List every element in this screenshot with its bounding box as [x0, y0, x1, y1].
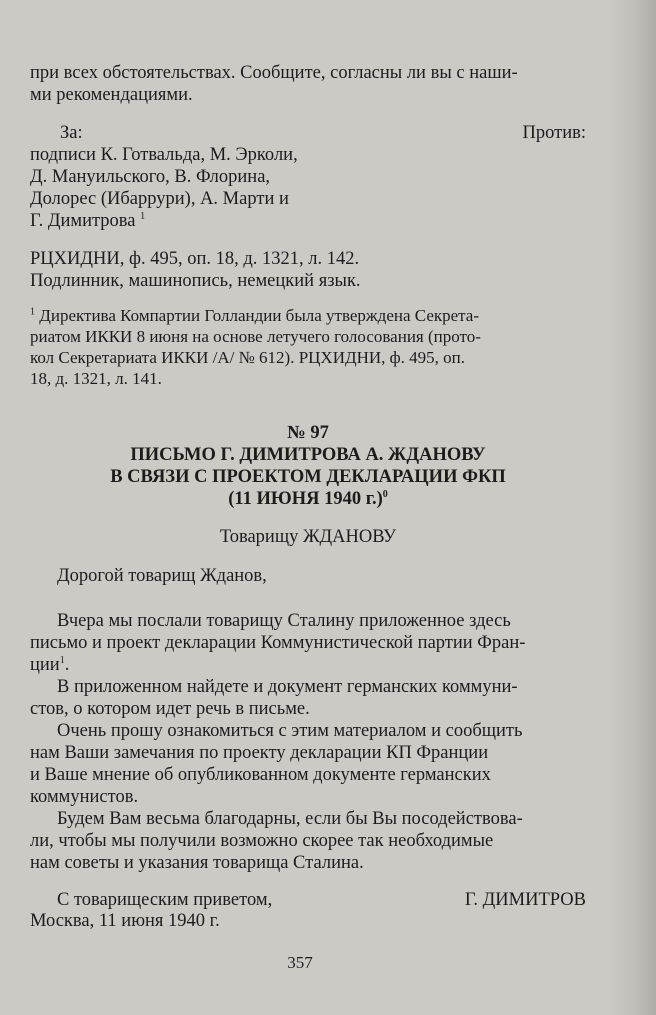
paragraph-line: нам советы и указания товарища Сталина.: [30, 853, 364, 873]
paragraph-line: нам Ваши замечания по проекту декларации КП Франции: [30, 743, 489, 763]
paragraph-line: и Ваше мнение об опубликованном документе германских: [30, 765, 491, 785]
za-label: За:: [60, 123, 83, 143]
paragraph-line: стов, о котором идет речь в письме.: [30, 699, 310, 719]
footnote-text: Директива Компартии Голландии была утверждена Секрета-: [39, 306, 480, 325]
intro-line: при всех обстоятельствах. Сообщите, согласны ли вы с наши-: [30, 63, 518, 83]
footnote-line: [30, 305, 586, 327]
archive-line: Подлинник, машинопись, немецкий язык.: [30, 271, 361, 291]
signature-line-last: [30, 210, 586, 232]
document-title-line: ПИСЬМО Г. ДИМИТРОВА А. ЖДАНОВУ: [130, 445, 486, 465]
document-title-line: В СВЯЗИ С ПРОЕКТОМ ДЕКЛАРАЦИИ ФКП: [110, 467, 506, 487]
place-date: Москва, 11 июня 1940 г.: [30, 911, 220, 931]
signature-line: Долорес (Ибаррури), А. Марти и: [30, 189, 289, 209]
paragraph-line: Вчера мы послали товарищу Сталину приложенное здесь: [57, 611, 511, 631]
paragraph-line: Будем Вам весьма благодарны, если бы Вы посодействова-: [57, 809, 523, 829]
signature-line: подписи К. Готвальда, М. Эрколи,: [30, 145, 298, 165]
document-date-line: [30, 488, 586, 510]
signature-line-text: Г. Димитрова: [30, 211, 136, 231]
footnote-marker: 1: [30, 306, 35, 318]
addressee: Товарищу ЖДАНОВУ: [219, 527, 397, 547]
intro-line: ми рекомендациями.: [30, 85, 193, 105]
paragraph-line: В приложенном найдете и документ германских коммуни-: [57, 677, 518, 697]
page-gutter-shadow: [610, 0, 656, 1015]
footnote-line: кол Секретариата ИККИ /А/ № 612). РЦХИДНИ, ф. 495, оп.: [30, 348, 466, 367]
paragraph-text: ции: [30, 655, 60, 675]
paragraph-line: письмо и проект декларации Коммунистической партии Фран-: [30, 633, 526, 653]
signature: Г. ДИМИТРОВ: [464, 890, 586, 910]
archive-line: РЦХИДНИ, ф. 495, оп. 18, д. 1321, л. 142.: [30, 249, 360, 269]
signature-line: Д. Мануильского, В. Флорина,: [30, 167, 271, 187]
paragraph-line: ли, чтобы мы получили возможно скорее так необходимые: [30, 831, 494, 851]
page-number: 357: [287, 953, 313, 972]
closing: С товарищеским приветом,: [57, 890, 273, 910]
protiv-label: Против:: [522, 123, 586, 143]
paragraph-line: Очень прошу ознакомиться с этим материалом и сообщить: [57, 721, 523, 741]
footnote-line: риатом ИККИ 8 июня на основе летучего голосования (прото-: [30, 327, 481, 346]
heading-marker: 0: [382, 488, 388, 500]
document-number: № 97: [287, 423, 329, 443]
salutation: Дорогой товарищ Жданов,: [57, 566, 267, 586]
footnote-ref: 1: [59, 654, 65, 666]
footnote-line: 18, д. 1321, л. 141.: [30, 369, 162, 388]
paragraph-line: коммунистов.: [30, 787, 139, 807]
paragraph-line-last: ции$^1$.: [30, 654, 70, 675]
document-date: (11 ИЮНЯ 1940 г.): [228, 489, 383, 509]
footnote-ref: 1: [140, 210, 146, 222]
